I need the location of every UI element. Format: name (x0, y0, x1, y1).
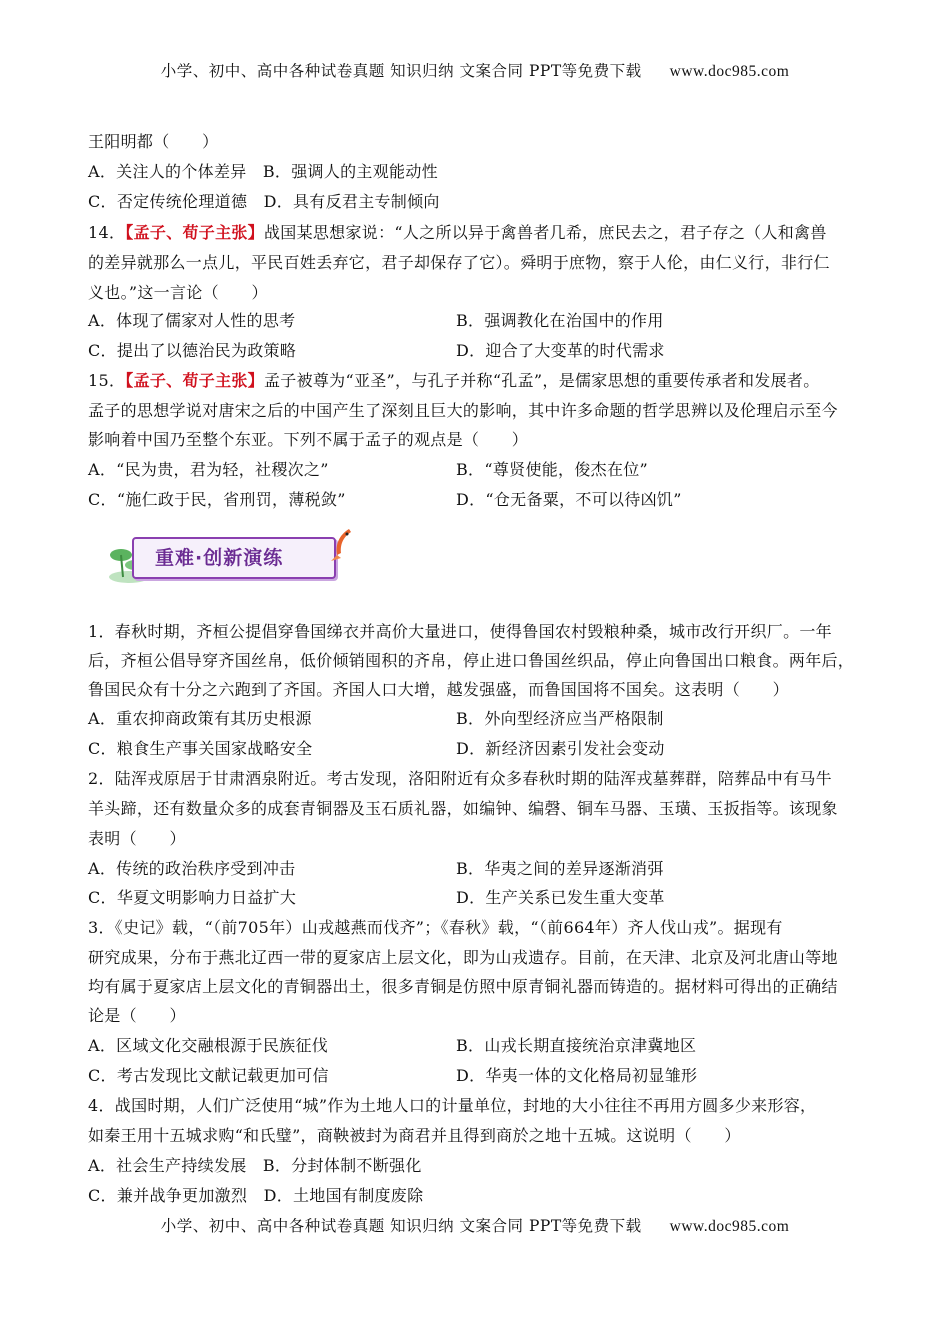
p3-line1: 3．《史记》载，“（前705年）山戎越燕而伐齐”；《春秋》载，“（前664年）齐人伐山戎”。据现有 (88, 918, 783, 937)
q13-option-b: B．强调人的主观能动性 (262, 162, 438, 181)
p1-line3: 鲁国民众有十分之六跑到了齐国。齐国人口大增，越发强盛，而鲁国国将不国矣。这表明（ ） (88, 680, 789, 699)
p2-options-ab (88, 858, 664, 880)
p2-line1: 2．陆浑戎原居于甘肃酒泉附近。考古发现，洛阳附近有众多春秋时期的陆浑戎墓葬群，陪葬品中有马牛 (88, 769, 832, 788)
q15-options-ab (88, 459, 649, 481)
p1-option-d: D．新经济因素引发社会变动 (456, 739, 665, 758)
q14-option-a: A．体现了儒家对人性的思考 (88, 311, 296, 330)
q14-number: 14． (88, 223, 126, 242)
p4-options-cd (88, 1185, 423, 1207)
q13-option-c: C．否定传统伦理道德 (88, 192, 248, 211)
q15-options-cd (88, 489, 682, 511)
q13-option-d: D．具有反君主专制倾向 (263, 192, 440, 211)
q15-line3: 影响着中国乃至整个东亚。下列不属于孟子的观点是（ ） (88, 430, 529, 449)
p2-option-a: A．传统的政治秩序受到冲击 (88, 859, 296, 878)
p4-option-c: C．兼并战争更加激烈 (88, 1186, 248, 1205)
q14-text1: 战国某思想家说：“人之所以异于禽兽者几希，庶民去之，君子存之（人和禽兽 (263, 223, 827, 242)
q14-option-d: D．迎合了大变革的时代需求 (456, 341, 665, 360)
p3-option-c: C．考古发现比文献记载更加可信 (88, 1066, 329, 1085)
p1-options-cd (88, 738, 665, 760)
q14-line3: 义也。”这一言论（ ） (88, 283, 268, 302)
q15-option-d: D．“仓无备粟，不可以待凶饥” (456, 490, 682, 509)
p3-options-ab (88, 1035, 697, 1057)
q15-option-a: A．“民为贵，君为轻，社稷次之” (88, 460, 329, 479)
p3-option-a: A．区域文化交融根源于民族征伐 (88, 1036, 329, 1055)
q15-number: 15． (88, 371, 126, 390)
q13-options-cd (88, 191, 440, 213)
footer-site: www.doc985.com (669, 1218, 790, 1235)
p4-option-a: A．社会生产持续发展 (88, 1156, 247, 1175)
p3-line3: 均有属于夏家店上层文化的青铜器出土，很多青铜是仿照中原青铜礼器而铸造的。据材料可得出的正确结 (88, 977, 838, 996)
q14-option-c: C．提出了以德治民为政策略 (88, 341, 297, 360)
header-text: 小学、初中、高中各种试卷真题 知识归纳 文案合同 PPT等免费下载 (160, 62, 642, 80)
q15-option-b: B．“尊贤使能，俊杰在位” (456, 460, 649, 479)
banner-title: 重难·创新演练 (155, 547, 284, 569)
p1-option-c: C．粮食生产事关国家战略安全 (88, 739, 313, 758)
p3-option-b: B．山戎长期直接统治京津冀地区 (456, 1036, 697, 1055)
q14-options-cd (88, 340, 665, 362)
p4-line1: 4．战国时期，人们广泛使用“城”作为土地人口的计量单位，封地的大小往往不再用方圆多少来形容， (88, 1096, 817, 1115)
p4-option-d: D．土地国有制度废除 (263, 1186, 424, 1205)
p3-option-d: D．华夷一体的文化格局初显雏形 (456, 1066, 698, 1085)
p4-line2: 如秦王用十五城求购“和氏璧”，商鞅被封为商君并且得到商於之地十五城。这说明（ ） (88, 1126, 741, 1145)
q14-tag: 【孟子、荀子主张】 (125, 223, 264, 242)
q14-line2: 的差异就那么一点儿，平民百姓丢弃它，君子却保存了它）。舜明于庶物，察于人伦，由仁义行，非行仁 (88, 253, 830, 272)
p2-line3: 表明（ ） (88, 829, 186, 848)
p3-options-cd (88, 1065, 698, 1087)
p2-line2: 羊头蹄，还有数量众多的成套青铜器及玉石质礼器，如编钟、编磬、铜车马器、玉璜、玉扳指等。该现象 (88, 799, 838, 818)
koi-fish-icon (329, 527, 357, 563)
p2-options-cd (88, 887, 665, 909)
p1-option-b: B．外向型经济应当严格限制 (456, 709, 664, 728)
header-site: www.doc985.com (669, 63, 790, 80)
p1-line2: 后，齐桓公倡导穿齐国丝帛，低价倾销囤积的齐帛，停止进口鲁国丝织品，停止向鲁国出口粮食。两年后， (88, 651, 855, 670)
q15-option-c: C．“施仁政于民，省刑罚，薄税敛” (88, 490, 346, 509)
q13-option-a: A．关注人的个体差异 (88, 162, 247, 181)
p4-options-ab (88, 1155, 422, 1177)
q15-text1: 孟子被尊为“亚圣”，与孔子并称“孔孟”，是儒家思想的重要传承者和发展者。 (263, 371, 820, 390)
p2-option-c: C．华夏文明影响力日益扩大 (88, 888, 297, 907)
page-header (0, 59, 950, 81)
q15-line1 (88, 370, 820, 392)
q14-line1 (88, 222, 827, 244)
q13-stem: 王阳明都（ ） (88, 132, 219, 151)
p1-option-a: A．重农抑商政策有其历史根源 (88, 709, 312, 728)
q14-options-ab (88, 310, 664, 332)
p1-options-ab (88, 708, 664, 730)
q15-line2: 孟子的思想学说对唐宋之后的中国产生了深刻且巨大的影响，其中许多命题的哲学思辨以及伦理启示至今 (88, 401, 838, 420)
q13-options-ab (88, 161, 438, 183)
p2-option-b: B．华夷之间的差异逐渐消弭 (456, 859, 664, 878)
q14-option-b: B．强调教化在治国中的作用 (456, 311, 664, 330)
section-banner (107, 527, 355, 583)
p3-line4: 论是（ ） (88, 1006, 186, 1025)
p1-line1: 1．春秋时期，齐桓公提倡穿鲁国绨衣并高价大量进口，使得鲁国农村毁粮种桑，城市改行开织厂。一年 (88, 622, 832, 641)
q15-tag: 【孟子、荀子主张】 (125, 371, 264, 390)
page-footer (0, 1214, 950, 1236)
footer-text: 小学、初中、高中各种试卷真题 知识归纳 文案合同 PPT等免费下载 (160, 1217, 642, 1235)
p3-line2: 研究成果，分布于燕北辽西一带的夏家店上层文化，即为山戎遗存。目前，在天津、北京及河北唐山等地 (88, 948, 838, 967)
p2-option-d: D．生产关系已发生重大变革 (456, 888, 665, 907)
p4-option-b: B．分封体制不断强化 (262, 1156, 422, 1175)
